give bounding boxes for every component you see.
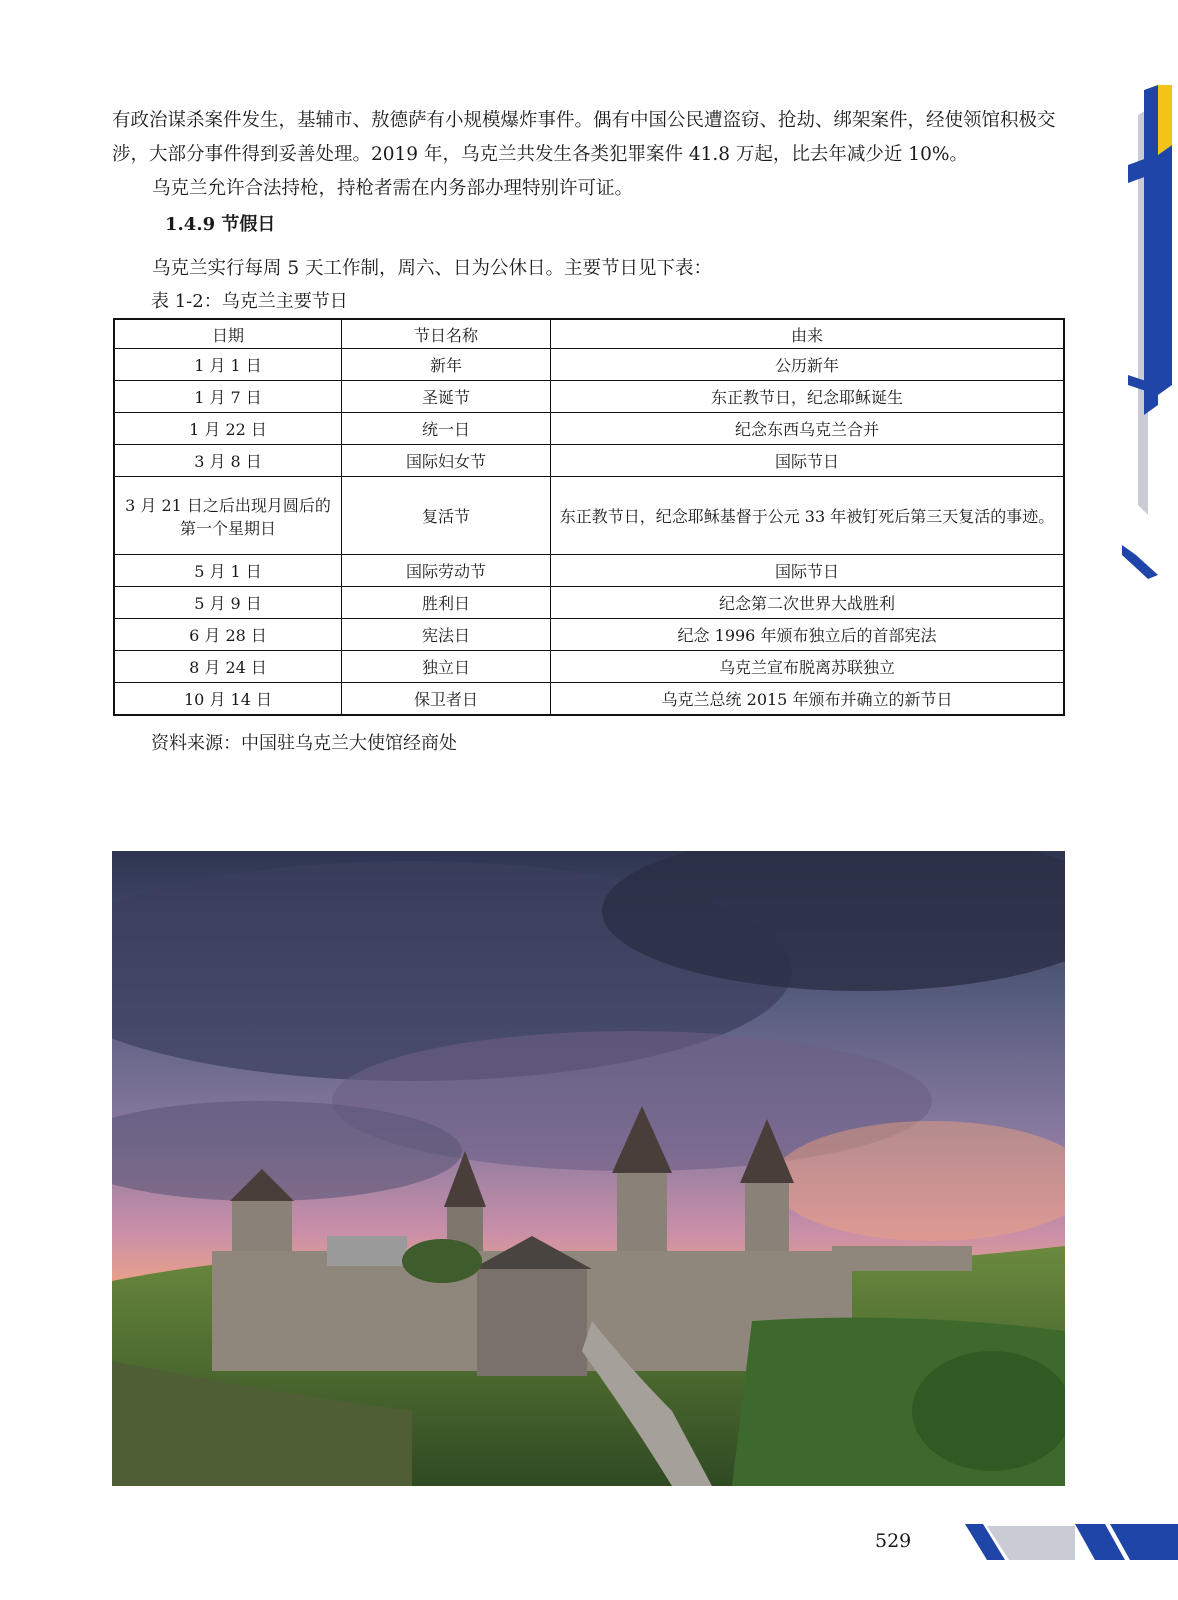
body-paragraph-guns: 乌克兰允许合法持枪，持枪者需在内务部办理特别许可证。 — [152, 178, 634, 199]
body-paragraph-crime: 有政治谋杀案件发生，基辅市、敖德萨有小规模爆炸事件。偶有中国公民遭盗窃、抢劫、绑架案件，经使领馆积极交涉，大部分事件得到妥善处理。2019 年，乌克兰共发生各类犯罪案件 41.8 万起，比去年减少近 10%。 — [112, 110, 1056, 165]
cell-origin: 东正教节日，纪念耶稣诞生 — [551, 381, 1065, 413]
cell-date: 5 月 9 日 — [114, 587, 342, 619]
cell-name: 胜利日 — [342, 587, 551, 619]
cell-name: 新年 — [342, 349, 551, 381]
cell-origin: 纪念第二次世界大战胜利 — [551, 587, 1065, 619]
cell-origin: 纪念 1996 年颁布独立后的首部宪法 — [551, 619, 1065, 651]
cell-origin: 纪念东西乌克兰合并 — [551, 413, 1065, 445]
table-row — [114, 349, 1064, 381]
cell-name: 独立日 — [342, 651, 551, 683]
cell-name: 复活节 — [342, 477, 551, 555]
header-holiday-name: 节日名称 — [342, 319, 551, 349]
cell-name: 保卫者日 — [342, 683, 551, 716]
table-row — [114, 683, 1064, 716]
table-row — [114, 445, 1064, 477]
table-row — [114, 413, 1064, 445]
table-row — [114, 381, 1064, 413]
cell-date: 6 月 28 日 — [114, 619, 342, 651]
cell-date: 1 月 1 日 — [114, 349, 342, 381]
table-caption: 表 1-2：乌克兰主要节日 — [151, 291, 348, 312]
cell-origin: 东正教节日，纪念耶稣基督于公元 33 年被钉死后第三天复活的事迹。 — [551, 477, 1065, 555]
holiday-table — [113, 318, 1065, 716]
section-heading-holidays: 1.4.9 节假日 — [165, 214, 276, 235]
cell-date: 3 月 21 日之后出现月圆后的第一个星期日 — [114, 477, 342, 555]
table-row — [114, 477, 1064, 555]
cell-date: 1 月 22 日 — [114, 413, 342, 445]
cell-name: 国际妇女节 — [342, 445, 551, 477]
header-date: 日期 — [114, 319, 342, 349]
decorative-stripes-bottom — [965, 1520, 1178, 1570]
cell-origin: 国际节日 — [551, 555, 1065, 587]
cell-date: 5 月 1 日 — [114, 555, 342, 587]
cell-date: 10 月 14 日 — [114, 683, 342, 716]
cell-origin: 乌克兰总统 2015 年颁布并确立的新节日 — [551, 683, 1065, 716]
cell-name: 圣诞节 — [342, 381, 551, 413]
cell-origin: 公历新年 — [551, 349, 1065, 381]
table-row — [114, 555, 1064, 587]
cell-name: 宪法日 — [342, 619, 551, 651]
table-row — [114, 651, 1064, 683]
table-source-note: 资料来源：中国驻乌克兰大使馆经商处 — [151, 733, 457, 754]
cell-origin: 国际节日 — [551, 445, 1065, 477]
body-paragraph-workweek: 乌克兰实行每周 5 天工作制，周六、日为公休日。主要节日见下表： — [152, 258, 713, 279]
table-row — [114, 619, 1064, 651]
cell-name: 国际劳动节 — [342, 555, 551, 587]
page-number: 529 — [875, 1530, 912, 1552]
cell-origin: 乌克兰宣布脱离苏联独立 — [551, 651, 1065, 683]
table-row — [114, 587, 1064, 619]
decorative-stripes-right — [1098, 85, 1178, 605]
cell-date: 3 月 8 日 — [114, 445, 342, 477]
table-header-row — [114, 319, 1064, 349]
cell-name: 统一日 — [342, 413, 551, 445]
castle-photo — [112, 851, 1065, 1486]
cell-date: 8 月 24 日 — [114, 651, 342, 683]
cell-date: 1 月 7 日 — [114, 381, 342, 413]
header-origin: 由来 — [551, 319, 1065, 349]
